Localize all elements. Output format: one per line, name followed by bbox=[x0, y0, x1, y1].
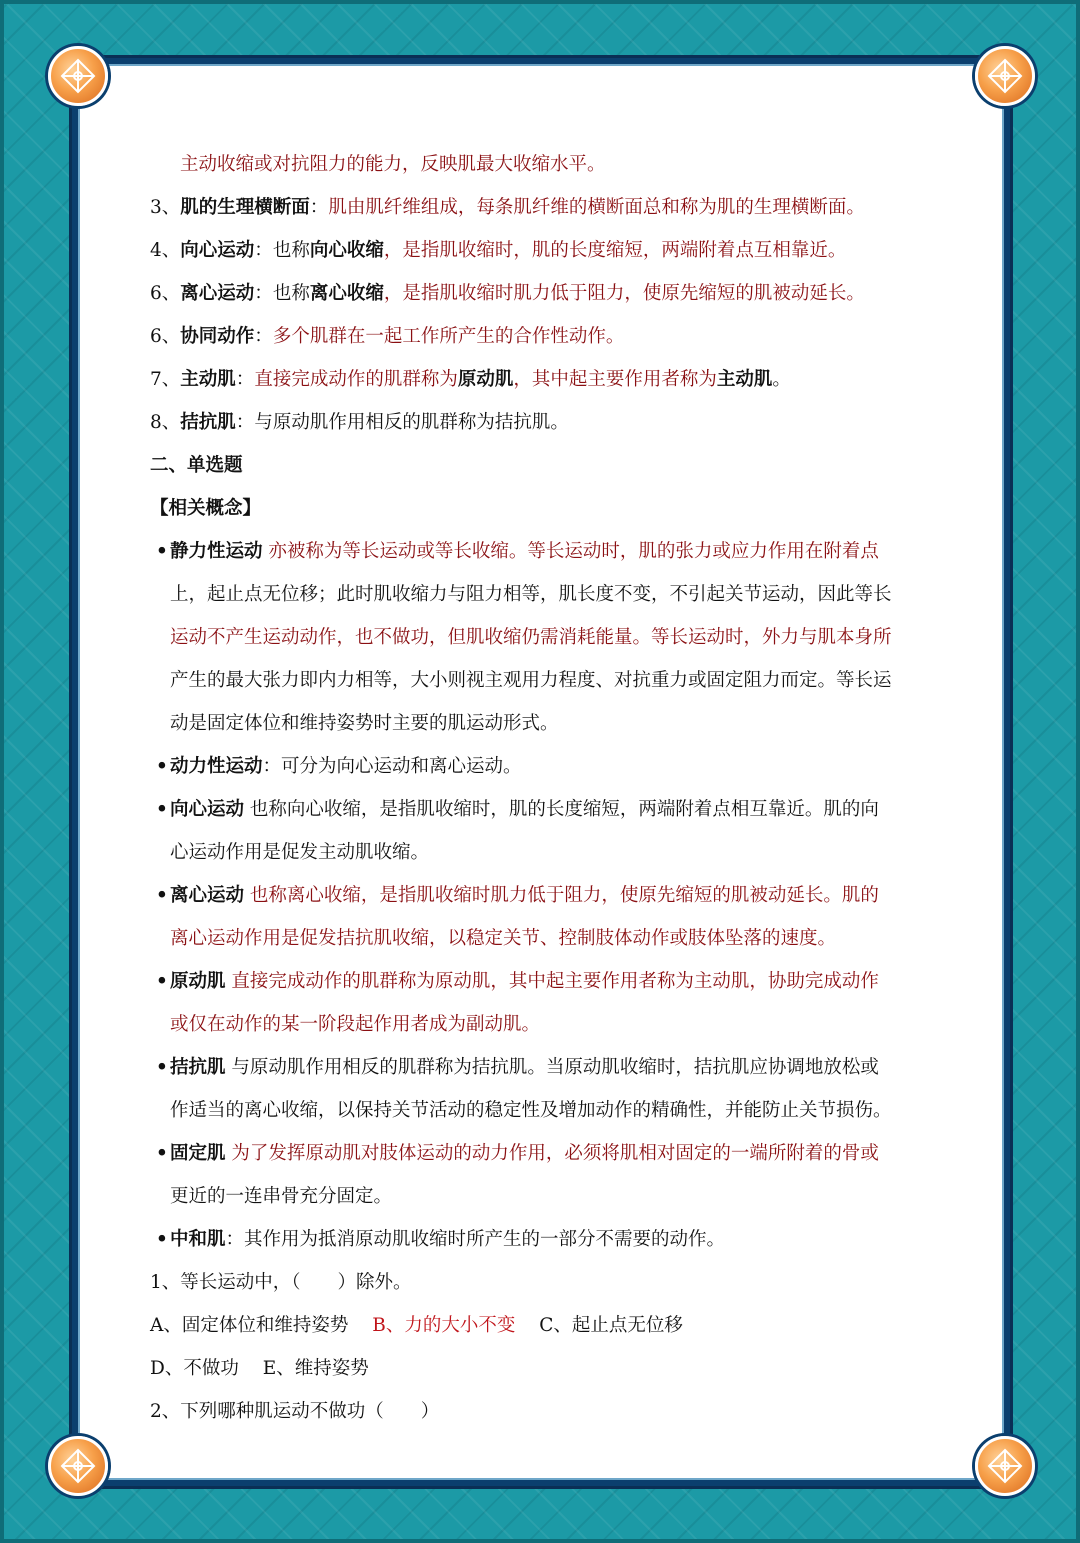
separator: ： bbox=[225, 1229, 245, 1250]
keyword: 向心收缩 bbox=[309, 240, 384, 261]
bullet-text: 亦被称为等长运动或等长收缩。等长运动时，肌的张力或应力作用在附着点 bbox=[268, 541, 879, 562]
separator: ： bbox=[254, 283, 273, 304]
option-d: D、不做功 bbox=[150, 1358, 239, 1379]
bullet-text: 其作用为抵消原动肌收缩时所产生的一部分不需要的动作。 bbox=[244, 1229, 726, 1250]
definition-8 bbox=[150, 401, 940, 444]
bullet-eccentric bbox=[150, 874, 940, 917]
bullet-term: 离心运动 bbox=[170, 885, 245, 906]
bullet-text: 产生的最大张力即内力相等，大小则视主观用力程度、对抗重力或固定阻力而定。等长运 bbox=[170, 670, 892, 691]
separator: ： bbox=[235, 369, 255, 390]
corner-ornament-top-left-icon bbox=[48, 46, 108, 106]
item-number: 6、 bbox=[150, 283, 181, 304]
bullet-text: 或仅在动作的某一阶段起作用者成为副动肌。 bbox=[170, 1014, 541, 1035]
definition-3 bbox=[150, 186, 940, 229]
definition-text: ，其中起主要作用者称为 bbox=[513, 369, 717, 390]
bullet-icon: • bbox=[156, 1229, 168, 1250]
definition-7 bbox=[150, 358, 940, 401]
bullet-term: 动力性运动 bbox=[170, 756, 263, 777]
bullet-term: 中和肌 bbox=[170, 1229, 226, 1250]
bullet-eccentric-cont bbox=[150, 917, 940, 960]
item-number: 6、 bbox=[150, 326, 181, 347]
bullet-static-cont bbox=[150, 659, 940, 702]
concept-heading: 【相关概念】 bbox=[150, 498, 262, 519]
bullet-static-cont bbox=[150, 616, 940, 659]
question-1-stem: 1、等长运动中，（ ）除外。 bbox=[150, 1272, 412, 1293]
bullet-text: 作适当的离心收缩，以保持关节活动的稳定性及增加动作的精确性，并能防止关节损伤。 bbox=[170, 1100, 892, 1121]
bullet-icon: • bbox=[156, 541, 168, 562]
bullet-icon: • bbox=[156, 1143, 168, 1164]
bullet-icon: • bbox=[156, 971, 168, 992]
question-1-options-row2 bbox=[150, 1347, 940, 1390]
bullet-text: 更近的一连串骨充分固定。 bbox=[170, 1186, 393, 1207]
keyword: 离心收缩 bbox=[309, 283, 384, 304]
bullet-static bbox=[150, 530, 940, 573]
corner-ornament-bottom-right-icon bbox=[975, 1436, 1035, 1496]
question-2-stem: 2、下列哪种肌运动不做功（ ） bbox=[150, 1401, 440, 1422]
corner-ornament-top-right-icon bbox=[975, 46, 1035, 106]
bullet-dynamic bbox=[150, 745, 940, 788]
bullet-text: 心运动作用是促发主动肌收缩。 bbox=[170, 842, 430, 863]
bullet-static-cont bbox=[150, 702, 940, 745]
term: 肌的生理横断面 bbox=[180, 197, 310, 218]
document-body bbox=[150, 143, 940, 1433]
bullet-antagonist bbox=[150, 1046, 940, 1089]
separator: ： bbox=[235, 412, 255, 433]
definition-text: 也称 bbox=[272, 240, 310, 261]
bullet-term: 静力性运动 bbox=[170, 541, 263, 562]
definition-text: 多个肌群在一起工作所产生的合作性动作。 bbox=[272, 326, 625, 347]
option-e: E、维持姿势 bbox=[262, 1358, 369, 1379]
bullet-text: 也称离心收缩，是指肌收缩时肌力低于阻力，使原先缩短的肌被动延长。肌的 bbox=[249, 885, 879, 906]
bullet-static-cont bbox=[150, 573, 940, 616]
bullet-fixator bbox=[150, 1132, 940, 1175]
bullet-term: 原动肌 bbox=[170, 971, 226, 992]
bullet-icon: • bbox=[156, 885, 168, 906]
term: 向心运动 bbox=[180, 240, 255, 261]
bullet-text: 也称向心收缩，是指肌收缩时，肌的长度缩短，两端附着点相互靠近。肌的向 bbox=[249, 799, 879, 820]
bullet-text: 可分为向心运动和离心运动。 bbox=[281, 756, 522, 777]
definition-4 bbox=[150, 229, 940, 272]
definition-text: ，是指肌收缩时肌力低于阻力，使原先缩短的肌被动延长。 bbox=[383, 283, 865, 304]
definition-6a bbox=[150, 272, 940, 315]
bullet-term: 拮抗肌 bbox=[170, 1057, 226, 1078]
bullet-icon: • bbox=[156, 756, 168, 777]
continued-line bbox=[150, 143, 940, 186]
item-number: 3、 bbox=[150, 197, 181, 218]
bullet-text: 离心运动作用是促发拮抗肌收缩，以稳定关节、控制肢体动作或肢体坠落的速度。 bbox=[170, 928, 837, 949]
bullet-concentric-cont bbox=[150, 831, 940, 874]
bullet-icon: • bbox=[156, 1057, 168, 1078]
bullet-term: 向心运动 bbox=[170, 799, 245, 820]
item-number: 7、 bbox=[150, 369, 181, 390]
bullet-text: 运动不产生运动动作，也不做功，但肌收缩仍需消耗能量。等长运动时，外力与肌本身所 bbox=[170, 627, 892, 648]
separator: ： bbox=[254, 240, 273, 261]
section-heading: 二、单选题 bbox=[150, 455, 243, 476]
bullet-text: 直接完成动作的肌群称为原动肌，其中起主要作用者称为主动肌，协助完成动作 bbox=[231, 971, 879, 992]
option-a: A、固定体位和维持姿势 bbox=[150, 1315, 349, 1336]
option-b-answer: B、力的大小不变 bbox=[372, 1315, 516, 1336]
item-number: 4、 bbox=[150, 240, 181, 261]
definition-text: 与原动肌作用相反的肌群称为拮抗肌。 bbox=[254, 412, 569, 433]
question-1-options-row1 bbox=[150, 1304, 940, 1347]
term: 拮抗肌 bbox=[180, 412, 236, 433]
bullet-agonist bbox=[150, 960, 940, 1003]
separator: ： bbox=[309, 197, 329, 218]
definition-text: 也称 bbox=[272, 283, 310, 304]
bullet-fixator-cont bbox=[150, 1175, 940, 1218]
term: 离心运动 bbox=[180, 283, 255, 304]
separator: ： bbox=[254, 326, 273, 347]
bullet-term: 固定肌 bbox=[170, 1143, 226, 1164]
separator: ： bbox=[262, 756, 282, 777]
term: 主动肌 bbox=[180, 369, 236, 390]
keyword: 原动肌 bbox=[457, 369, 514, 390]
bullet-text: 动是固定体位和维持姿势时主要的肌运动形式。 bbox=[170, 713, 559, 734]
keyword: 主动肌 bbox=[716, 369, 773, 390]
bullet-text: 为了发挥原动肌对肢体运动的动力作用，必须将肌相对固定的一端所附着的骨或 bbox=[231, 1143, 879, 1164]
bullet-antagonist-cont bbox=[150, 1089, 940, 1132]
definition-text: 。 bbox=[772, 369, 791, 390]
bullet-text: 与原动肌作用相反的肌群称为拮抗肌。当原动肌收缩时，拮抗肌应协调地放松或 bbox=[231, 1057, 879, 1078]
item-number: 8、 bbox=[150, 412, 181, 433]
definition-text: 直接完成动作的肌群称为 bbox=[254, 369, 458, 390]
line-text: 主动收缩或对抗阻力的能力，反映肌最大收缩水平。 bbox=[180, 154, 606, 175]
term: 协同动作 bbox=[180, 326, 255, 347]
definition-6b bbox=[150, 315, 940, 358]
definition-text: ，是指肌收缩时，肌的长度缩短，两端附着点互相靠近。 bbox=[383, 240, 847, 261]
bullet-neutralizer bbox=[150, 1218, 940, 1261]
bullet-concentric bbox=[150, 788, 940, 831]
bullet-text: 上，起止点无位移；此时肌收缩力与阻力相等，肌长度不变，不引起关节运动，因此等长 bbox=[170, 584, 892, 605]
corner-ornament-bottom-left-icon bbox=[48, 1436, 108, 1496]
bullet-agonist-cont bbox=[150, 1003, 940, 1046]
definition-text: 肌由肌纤维组成，每条肌纤维的横断面总和称为肌的生理横断面。 bbox=[328, 197, 865, 218]
option-c: C、起止点无位移 bbox=[539, 1315, 683, 1336]
bullet-icon: • bbox=[156, 799, 168, 820]
